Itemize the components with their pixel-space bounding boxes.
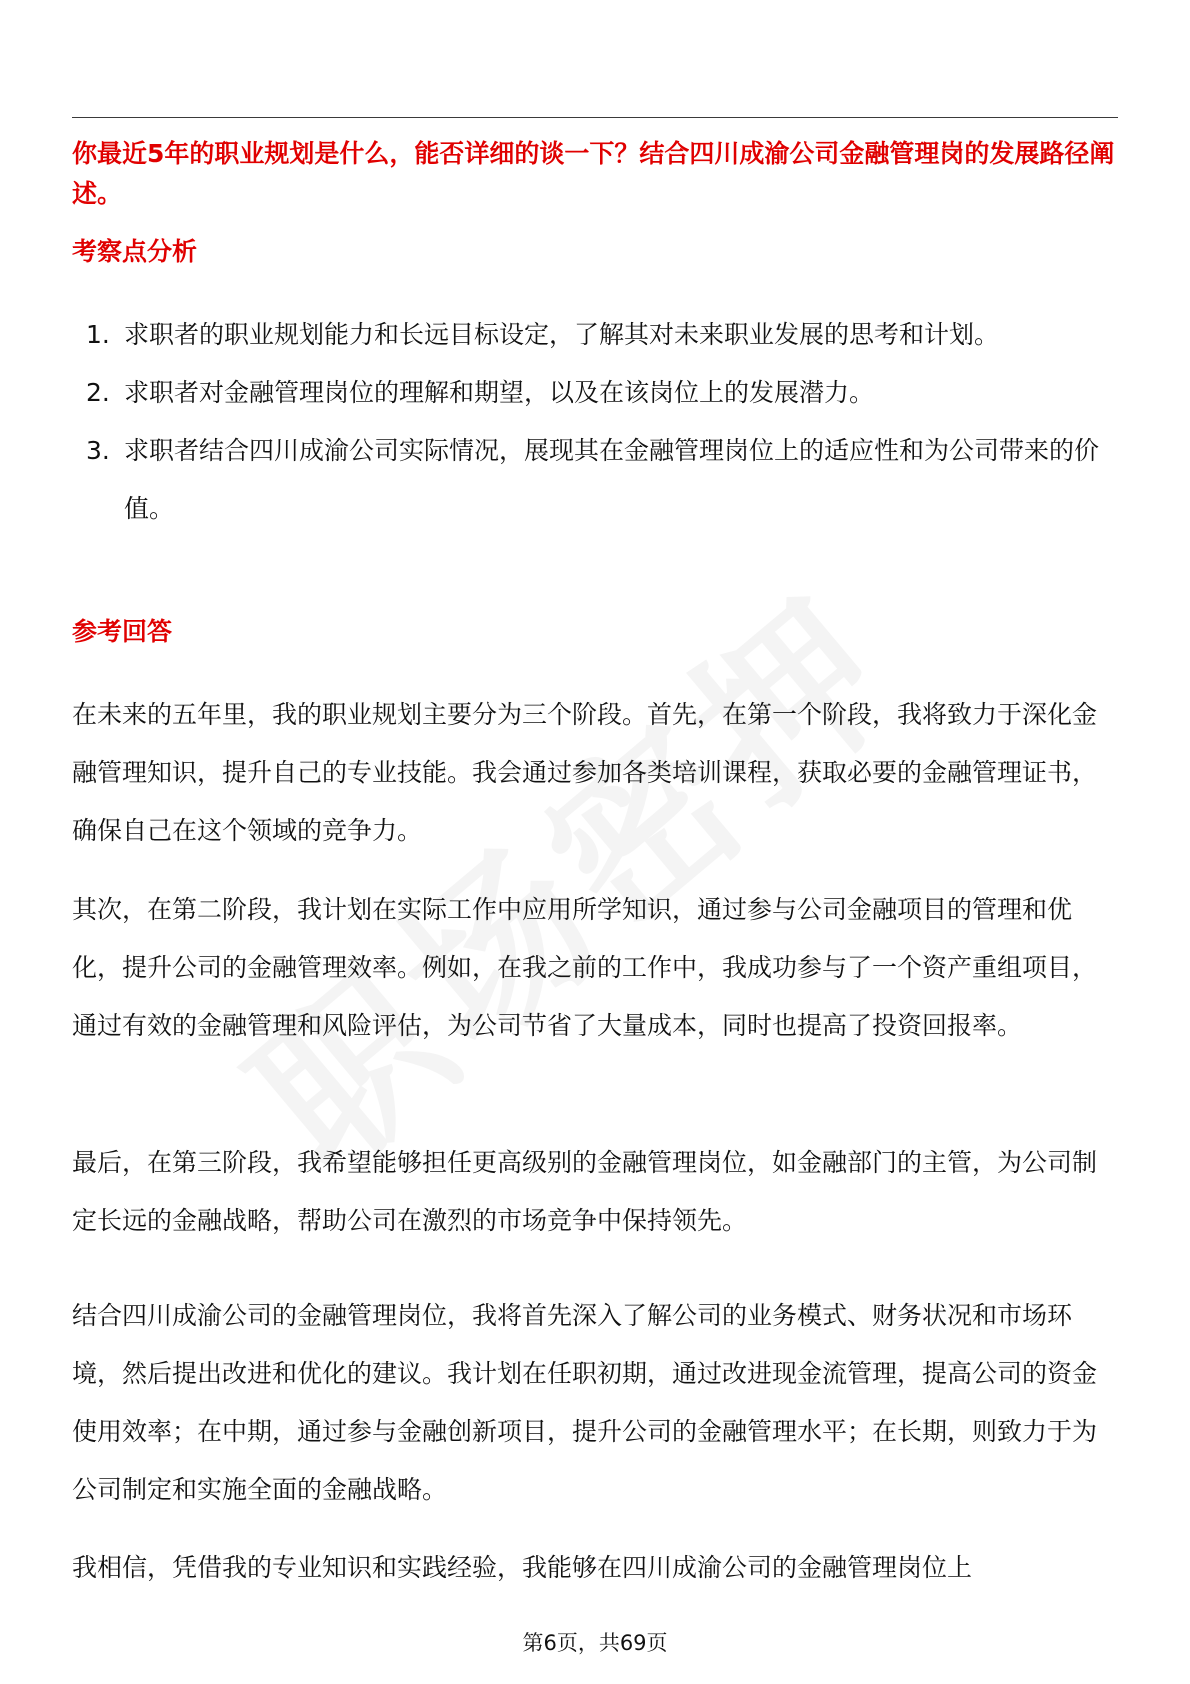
analysis-point: [72, 364, 1118, 422]
top-divider: [72, 117, 1118, 118]
interview-question: 你最近5年的职业规划是什么，能否详细的谈一下？结合四川成渝公司金融管理岗的发展路径阐述。: [72, 139, 1115, 208]
point-number: 2.: [86, 378, 110, 407]
point-text: 求职者的职业规划能力和长远目标设定，了解其对未来职业发展的思考和计划。: [124, 320, 1000, 349]
answer-paragraph: 在未来的五年里，我的职业规划主要分为三个阶段。首先，在第一个阶段，我将致力于深化金融管理知识，提升自己的专业技能。我会通过参加各类培训课程，获取必要的金融管理证书，确保自己在这个领域的竞争力。: [72, 700, 1098, 845]
answer-paragraph: 最后，在第三阶段，我希望能够担任更高级别的金融管理岗位，如金融部门的主管，为公司制定长远的金融战略，帮助公司在激烈的市场竞争中保持领先。: [72, 1148, 1098, 1235]
analysis-point: [72, 422, 1118, 538]
point-text: 求职者结合四川成渝公司实际情况，展现其在金融管理岗位上的适应性和为公司带来的价值。: [124, 436, 1100, 523]
analysis-point: [72, 306, 1118, 364]
analysis-section-title: 考察点分析: [72, 237, 198, 266]
answer-paragraph: 结合四川成渝公司的金融管理岗位，我将首先深入了解公司的业务模式、财务状况和市场环境，然后提出改进和优化的建议。我计划在任职初期，通过改进现金流管理，提高公司的资金使用效率；在中期，通过参与金融创新项目，提升公司的金融管理水平；在长期，则致力于为公司制定和实施全面的金融战略。: [72, 1301, 1098, 1504]
page-number: 第6页，共69页: [522, 1631, 668, 1655]
answer-paragraph: 我相信，凭借我的专业知识和实践经验，我能够在四川成渝公司的金融管理岗位上: [72, 1553, 973, 1582]
answer-paragraph: 其次，在第二阶段，我计划在实际工作中应用所学知识，通过参与公司金融项目的管理和优化，提升公司的金融管理效率。例如，在我之前的工作中，我成功参与了一个资产重组项目，通过有效的金融管理和风险评估，为公司节省了大量成本，同时也提高了投资回报率。: [72, 895, 1098, 1040]
answer-section-title: 参考回答: [72, 617, 173, 646]
analysis-points-list: [72, 306, 1118, 538]
point-number: 3.: [86, 436, 110, 465]
point-number: 1.: [86, 320, 110, 349]
point-text: 求职者对金融管理岗位的理解和期望，以及在该岗位上的发展潜力。: [124, 378, 875, 407]
